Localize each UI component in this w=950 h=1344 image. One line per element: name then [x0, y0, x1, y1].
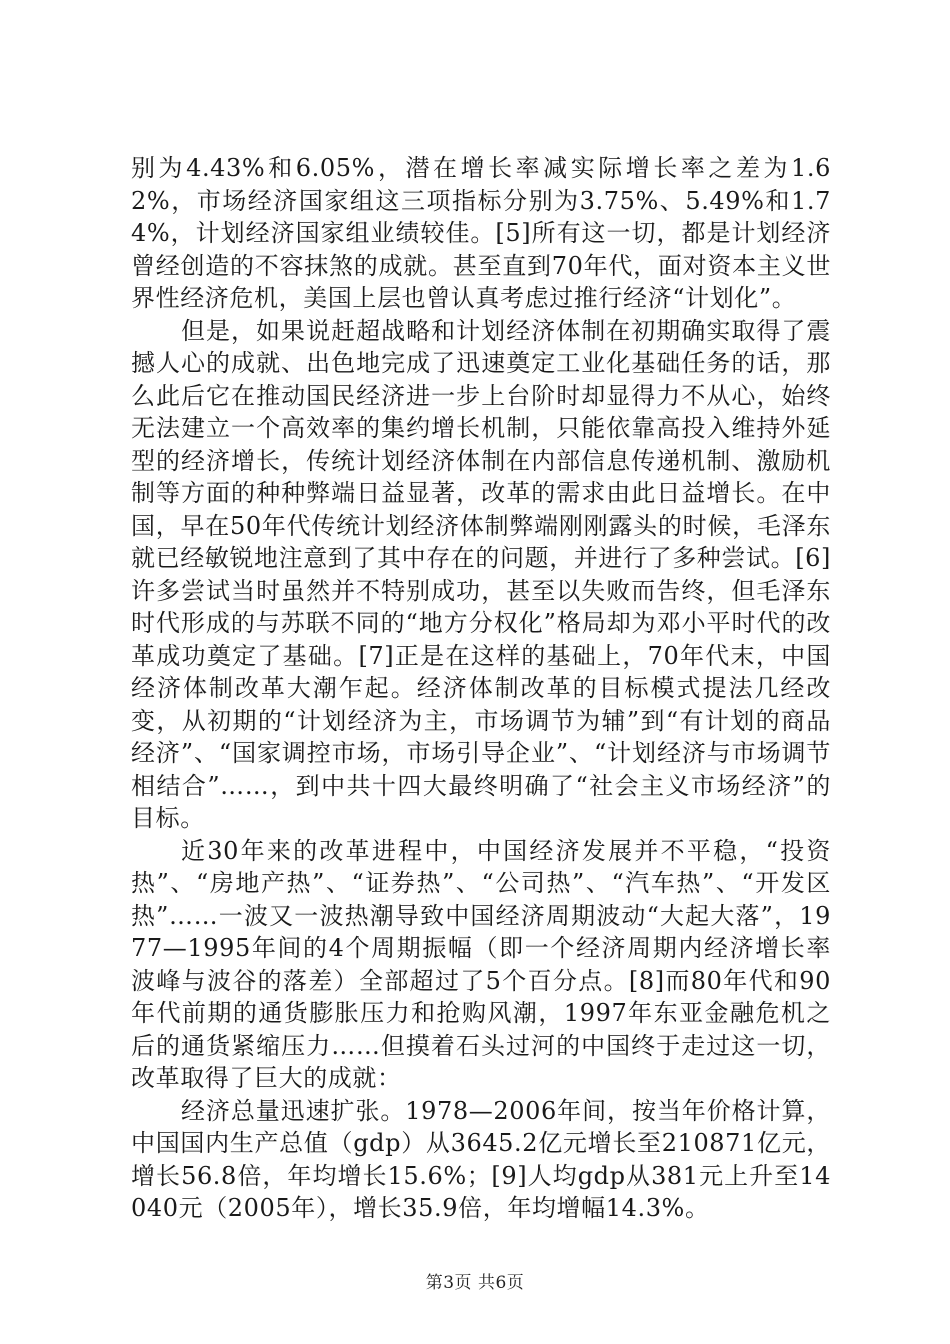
paragraph-3: 近30年来的改革进程中，中国经济发展并不平稳，“投资热”、“房地产热”、“证券热”、“公司热”、“汽车热”、“开发区热”……一波又一波热潮导致中国经济周期波动“大起大落”，1977—1995年间的4个周期振幅（即一个经济周期内经济增长率波峰与波谷的落差）全部超过了5个百分点。[8]而80年代和90年代前期的通货膨胀压力和抢购风潮，1997年东亚金融危机之后的通货紧缩压力……但摸着石头过河的中国终于走过这一切，改革取得了巨大的成就： [131, 836, 831, 1092]
paragraph-2: 但是，如果说赶超战略和计划经济体制在初期确实取得了震撼人心的成就、出色地完成了迅速奠定工业化基础任务的话，那么此后它在推动国民经济进一步上台阶时却显得力不从心，始终无法建立一个高效率的集约增长机制，只能依靠高投入维持外延型的经济增长，传统计划经济体制在内部信息传递机制、激励机制等方面的种种弊端日益显著，改革的需求由此日益增长。在中国，早在50年代传统计划经济体制弊端刚刚露头的时候，毛泽东就已经敏锐地注意到了其中存在的问题，并进行了多种尝试。[6]许多尝试当时虽然并不特别成功，甚至以失败而告终，但毛泽东时代形成的与苏联不同的“地方分权化”格局却为邓小平时代的改革成功奠定了基础。[7]正是在这样的基础上，70年代末，中国经济体制改革大潮乍起。经济体制改革的目标模式提法几经改变，从初期的“计划经济为主，市场调节为辅”到“有计划的商品经济”、“国家调控市场，市场引导企业”、“计划经济与市场调节相结合”……，到中共十四大最终明确了“社会主义市场经济”的目标。 [131, 316, 831, 832]
document-body [131, 152, 831, 1225]
page-footer: 第3页 共6页 [425, 1273, 525, 1293]
paragraph-1: 别为4.43%和6.05%，潜在增长率减实际增长率之差为1.62%，市场经济国家组这三项指标分别为3.75%、5.49%和1.74%，计划经济国家组业绩较佳。[5]所有这一切，都是计划经济曾经创造的不容抹煞的成就。甚至直到70年代，面对资本主义世界性经济危机，美国上层也曾认真考虑过推行经济“计划化”。 [131, 154, 831, 312]
paragraph-4: 经济总量迅速扩张。1978—2006年间，按当年价格计算，中国国内生产总值（gdp）从3645.2亿元增长至210871亿元，增长56.8倍，年均增长15.6%；[9]人均gdp从381元上升至14040元（2005年），增长35.9倍，年均增幅14.3%。 [131, 1096, 831, 1222]
